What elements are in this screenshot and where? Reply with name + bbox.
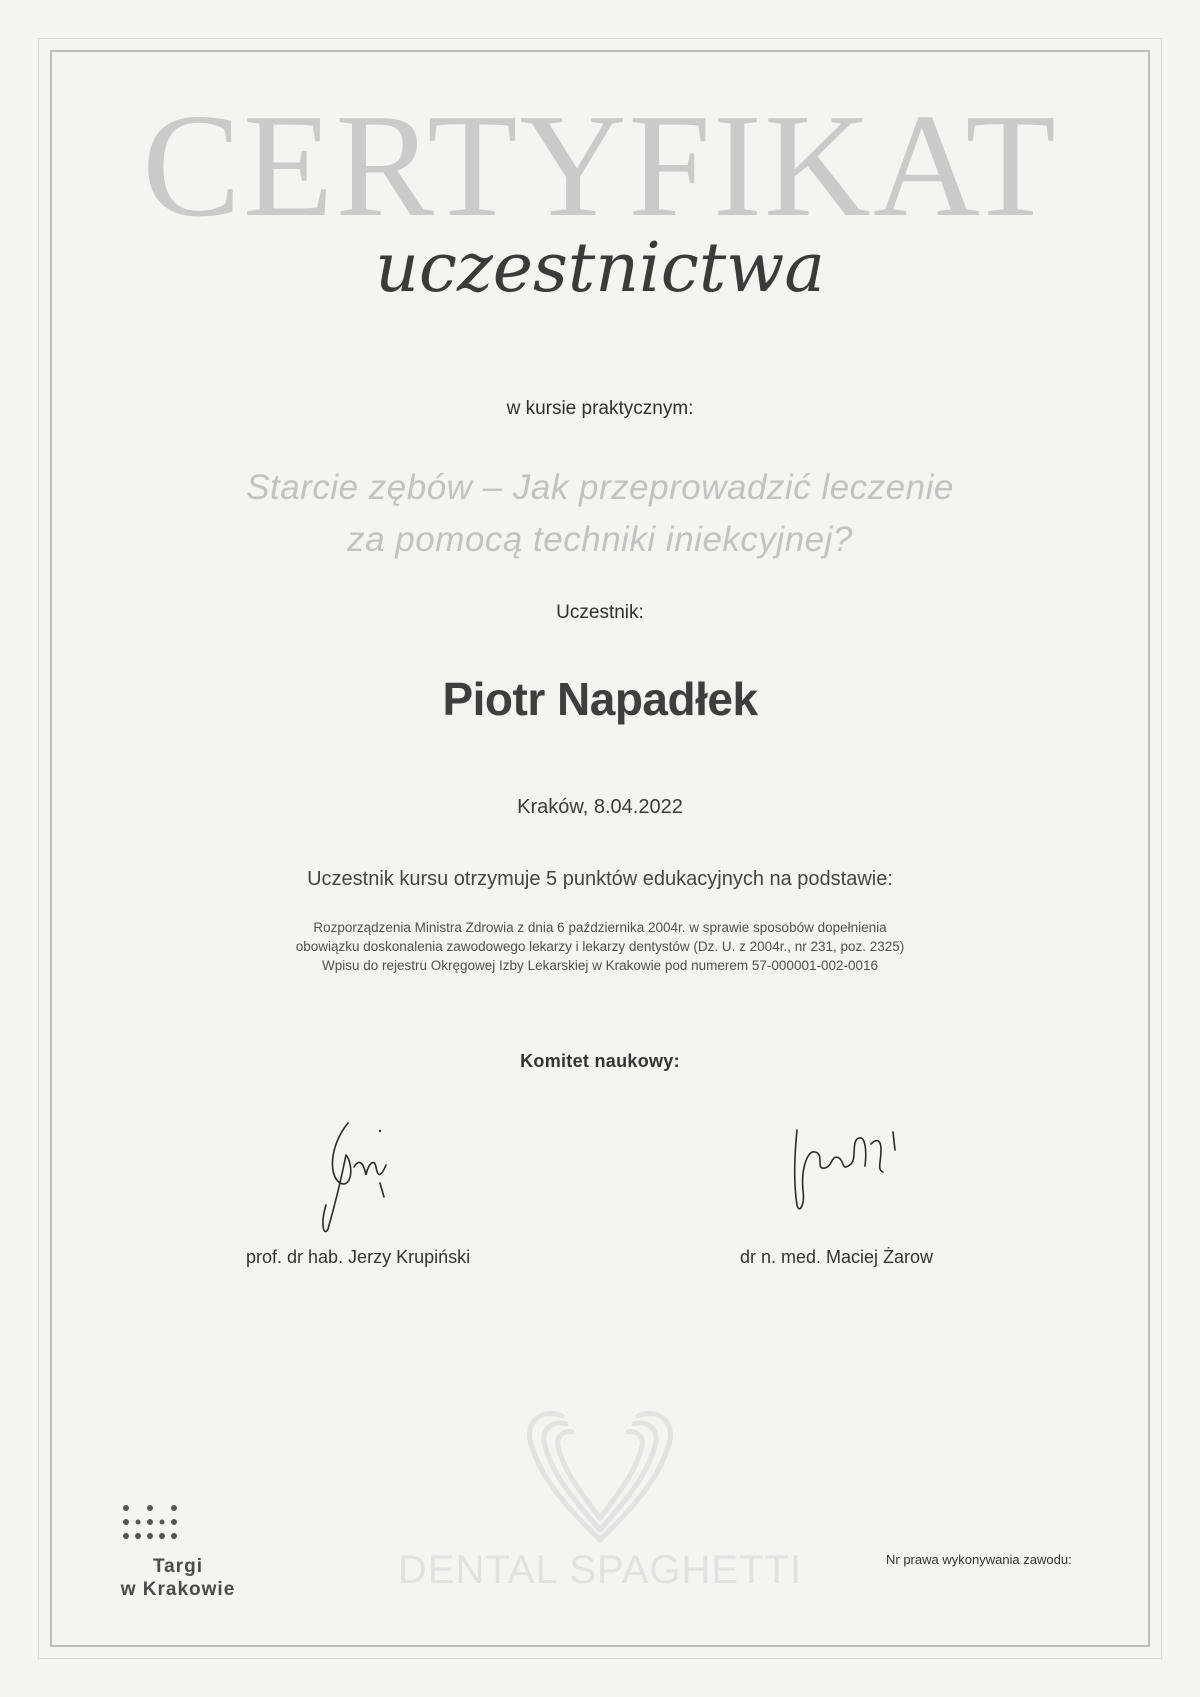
course-title-line-2: za pomocą techniki iniekcyjnej?	[347, 520, 853, 559]
targi-logo-text	[108, 1555, 248, 1601]
course-title-line-1: Starcie zębów – Jak przeprowadzić leczenie	[246, 468, 954, 507]
event-logo-text: DENTAL SPAGHETTI	[397, 1548, 803, 1592]
certificate-title: CERTYFIKAT	[142, 84, 1058, 248]
targi-logo-dots-icon	[120, 1500, 180, 1550]
legal-line: obowiązku doskonalenia zawodowego lekarzy i lekarzy dentystów (Dz. U. z 2004r., nr 231, poz. 2325)	[295, 939, 905, 954]
points-intro: Uczestnik kursu otrzymuje 5 punktów edukacyjnych na podstawie:	[307, 868, 893, 890]
course-intro: w kursie praktycznym:	[506, 398, 694, 419]
signature-right	[785, 1110, 915, 1220]
participant-name: Piotr Napadłek	[442, 673, 758, 725]
certificate-subtitle: uczestnictwa	[375, 229, 825, 308]
committee-label: Komitet naukowy:	[520, 1051, 680, 1071]
legal-line: Wpisu do rejestru Okręgowej Izby Lekarskiej w Krakowie pod numerem 57-000001-002-0016	[321, 958, 879, 973]
targi-logo-line-2: w Krakowie	[120, 1579, 236, 1600]
dental-spaghetti-logo-icon	[500, 1390, 700, 1550]
course-title	[0, 462, 1200, 566]
legal-basis	[0, 918, 1200, 975]
license-number-label: Nr prawa wykonywania zawodu:	[886, 1552, 1072, 1567]
participant-label: Uczestnik:	[556, 602, 644, 623]
signer-right-name: dr n. med. Maciej Żarow	[740, 1247, 934, 1267]
place-date: Kraków, 8.04.2022	[517, 796, 683, 818]
signer-left-name: prof. dr hab. Jerzy Krupiński	[246, 1247, 471, 1267]
signature-left	[310, 1105, 420, 1235]
legal-line: Rozporządzenia Ministra Zdrowia z dnia 6 października 2004r. w sprawie sposobów dopełnienia	[313, 920, 887, 935]
targi-logo-line-1: Targi	[152, 1556, 204, 1577]
